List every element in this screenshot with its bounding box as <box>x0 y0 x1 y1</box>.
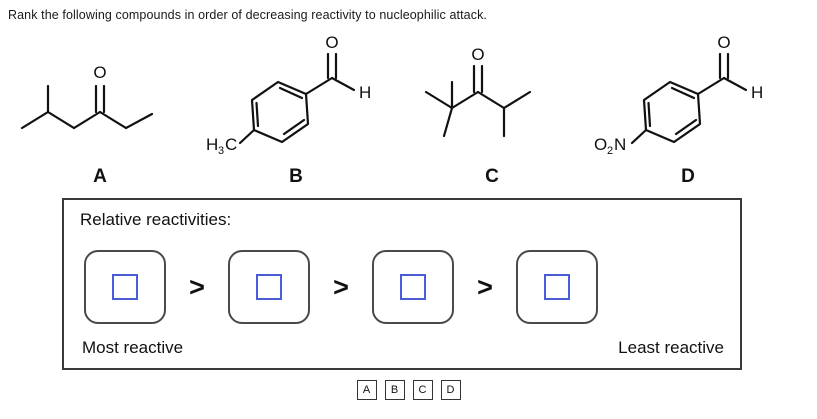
ranking-slot-3[interactable] <box>372 250 454 324</box>
structure-label-a: A <box>93 166 107 187</box>
structure-d <box>588 30 788 190</box>
drop-target-3[interactable] <box>400 274 426 300</box>
structure-c-drawing <box>392 30 592 165</box>
ranking-slot-4[interactable] <box>516 250 598 324</box>
structure-d-drawing <box>588 30 798 165</box>
atom-methyl-c: C <box>225 135 238 154</box>
structure-label-b: B <box>289 166 303 187</box>
choice-tokens <box>0 380 817 400</box>
greater-than-1: > <box>189 271 205 302</box>
choice-token-b[interactable]: B <box>385 380 405 400</box>
atom-nitro-n: N <box>614 135 627 154</box>
greater-than-2: > <box>333 271 349 302</box>
structure-a-drawing <box>0 30 200 165</box>
choice-token-d[interactable]: D <box>441 380 461 400</box>
structure-b <box>196 30 396 190</box>
question-prompt: Rank the following compounds in order of decreasing reactivity to nucleophilic attack. <box>8 8 487 22</box>
atom-oxygen: O <box>325 33 339 52</box>
choice-token-c[interactable]: C <box>413 380 433 400</box>
choice-token-a[interactable]: A <box>357 380 377 400</box>
most-reactive-label: Most reactive <box>82 338 184 357</box>
relative-reactivities-panel <box>62 198 742 370</box>
relative-reactivities-title: Relative reactivities: <box>80 210 232 229</box>
ranking-slot-2[interactable] <box>228 250 310 324</box>
structure-label-c: C <box>485 166 499 187</box>
structure-b-drawing <box>196 30 396 165</box>
atom-nitro-group <box>594 135 626 157</box>
atom-methyl-sub: 3 <box>218 145 225 157</box>
structure-c <box>392 30 592 190</box>
drop-target-2[interactable] <box>256 274 282 300</box>
ranking-slots <box>84 248 724 326</box>
atom-hydrogen: H <box>751 83 764 102</box>
atom-methyl-group <box>206 135 237 157</box>
ranking-slot-1[interactable] <box>84 250 166 324</box>
structures-row <box>0 30 817 190</box>
atom-oxygen: O <box>717 33 731 52</box>
atom-oxygen: O <box>471 45 485 64</box>
atom-hydrogen: H <box>359 83 372 102</box>
structure-label-d: D <box>681 166 695 187</box>
atom-oxygen: O <box>93 63 107 82</box>
atom-nitro-sub: 2 <box>607 145 614 157</box>
least-reactive-label: Least reactive <box>618 338 724 357</box>
atom-nitro-o: O <box>594 135 608 154</box>
structure-a <box>0 30 200 190</box>
greater-than-3: > <box>477 271 493 302</box>
atom-methyl-h: H <box>206 135 219 154</box>
drop-target-1[interactable] <box>112 274 138 300</box>
drop-target-4[interactable] <box>544 274 570 300</box>
